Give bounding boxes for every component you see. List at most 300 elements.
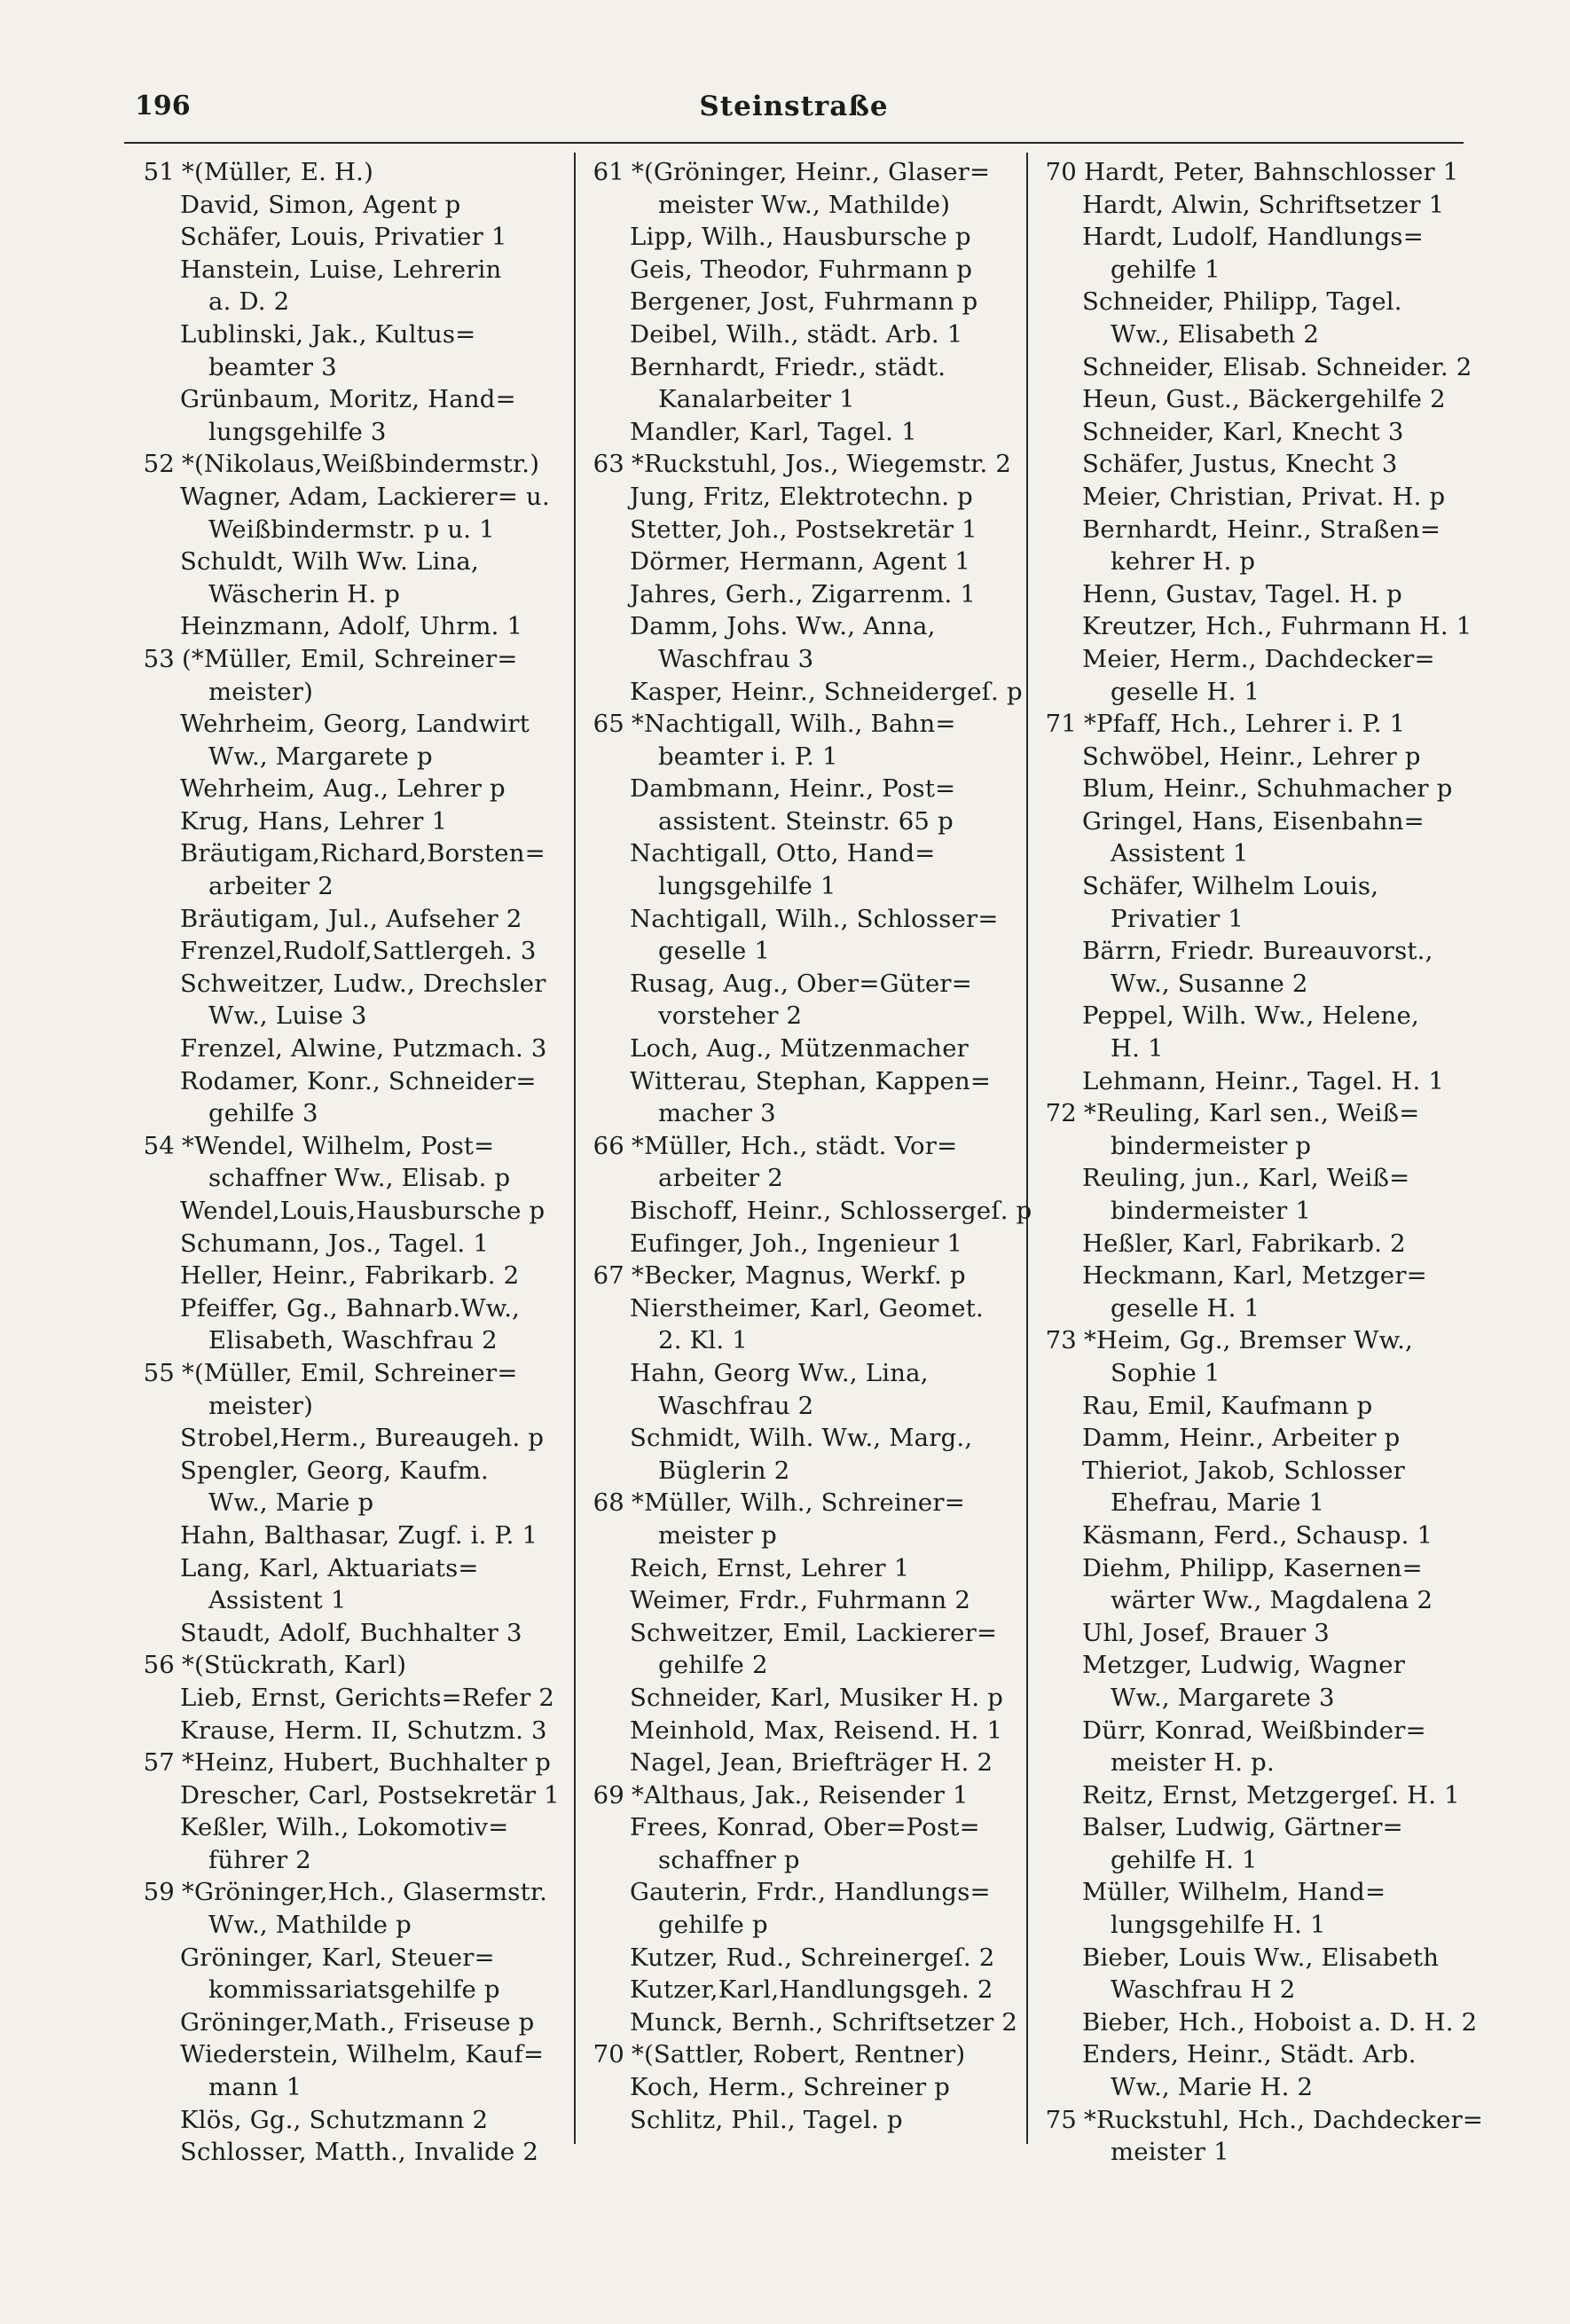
entry-text: gehilfe 1	[1111, 255, 1221, 284]
entry-text: Jahres, Gerh., Zigarrenm. 1	[630, 579, 977, 608]
entry-text: Grünbaum, Moritz, Hand=	[180, 385, 516, 414]
directory-entry-line	[1031, 546, 1474, 578]
directory-entry-line	[129, 1909, 572, 1942]
directory-entry-line	[1031, 2038, 1474, 2071]
entry-text: Hanstein, Luise, Lehrerin	[180, 255, 502, 284]
directory-entry-line	[1031, 805, 1474, 838]
directory-entry-line	[129, 1584, 572, 1617]
entry-text: Reich, Ernst, Lehrer 1	[630, 1553, 910, 1582]
entry-text: lungsgehilfe 1	[658, 872, 836, 901]
directory-entry-line	[1031, 773, 1474, 805]
directory-entry-line	[1031, 1228, 1474, 1260]
directory-entry-line	[578, 351, 1022, 384]
entry-text: Dörmer, Hermann, Agent 1	[630, 547, 971, 577]
entry-text: H. 1	[1111, 1034, 1164, 1064]
entry-text: Krug, Hans, Lehrer 1	[180, 806, 448, 836]
directory-entry-line	[129, 1649, 572, 1682]
entry-text: schaffner p	[658, 1845, 800, 1874]
entry-text: Gringel, Hans, Eisenbahn=	[1082, 806, 1425, 836]
directory-entry-line	[1031, 383, 1474, 416]
entry-text: Dambmann, Heinr., Post=	[630, 774, 956, 804]
directory-entry-line	[578, 1487, 1022, 1519]
entry-text: Lieb, Ernst, Gerichts=Refer 2	[180, 1683, 555, 1712]
entry-text: Ww., Susanne 2	[1111, 969, 1308, 998]
directory-entry-line	[1031, 1974, 1474, 2006]
directory-entry-line	[578, 1747, 1022, 1779]
directory-entry-line	[1031, 1779, 1474, 1812]
entry-text: Assistent 1	[208, 1586, 347, 1615]
entry-text: Heinzmann, Adolf, Uhrm. 1	[180, 612, 523, 641]
entry-text: *Althaus, Jak., Reisender 1	[632, 1780, 969, 1810]
entry-text: Kreutzer, Hch., Fuhrmann H. 1	[1082, 612, 1472, 641]
entry-text: Elisabeth, Waschfrau 2	[208, 1326, 498, 1355]
house-number: 53	[143, 644, 175, 673]
directory-entry-line	[578, 935, 1022, 968]
house-number: 52	[143, 450, 175, 479]
entry-text: meister)	[208, 677, 314, 706]
entry-text: *(Müller, E. H.)	[182, 158, 374, 186]
entry-text: Lublinski, Jak., Kultus=	[180, 319, 476, 349]
directory-entry-line	[129, 676, 572, 709]
directory-entry-line	[129, 1487, 572, 1519]
directory-entry-line	[578, 1032, 1022, 1065]
directory-entry-line	[578, 805, 1022, 838]
entry-text: *Müller, Wilh., Schreiner=	[632, 1488, 965, 1518]
entry-text: Gröninger,Math., Friseuse p	[180, 2007, 535, 2037]
entry-text: Gröninger, Karl, Steuer=	[180, 1943, 495, 1972]
house-number: 51	[143, 158, 175, 186]
entry-text: Schneider, Karl, Musiker H. p	[630, 1683, 1004, 1712]
entry-text: *Heim, Gg., Bremser Ww.,	[1084, 1326, 1413, 1355]
entry-text: meister 1	[1111, 2138, 1229, 2167]
entry-text: *Heinz, Hubert, Buchhalter p	[182, 1748, 552, 1778]
directory-entry-line	[578, 1097, 1022, 1130]
directory-entry-line	[578, 1844, 1022, 1877]
directory-entry-line	[129, 1260, 572, 1292]
directory-entry-line	[1031, 1455, 1474, 1488]
entry-text: Ww., Elisabeth 2	[1111, 319, 1320, 349]
directory-entry-line	[1031, 1032, 1474, 1065]
entry-text: Stetter, Joh., Postsekretär 1	[630, 514, 977, 544]
entry-text: Staudt, Adolf, Buchhalter 3	[180, 1618, 522, 1647]
directory-entry-line	[129, 2071, 572, 2104]
entry-text: Wäscherin H. p	[208, 579, 401, 608]
directory-entry-line	[1031, 1422, 1474, 1455]
directory-entry-line	[129, 870, 572, 903]
house-number: 70	[1045, 158, 1077, 186]
directory-entry-line	[129, 2104, 572, 2137]
entry-text: Thieriot, Jakob, Schlosser	[1082, 1456, 1406, 1485]
directory-entry-line	[129, 643, 572, 676]
directory-entry-line	[1031, 1292, 1474, 1325]
entry-text: Metzger, Ludwig, Wagner	[1082, 1651, 1406, 1680]
directory-entry-line	[129, 1974, 572, 2006]
directory-entry-line	[129, 156, 572, 189]
house-number: 54	[143, 1131, 175, 1160]
entry-text: Büglerin 2	[658, 1456, 790, 1485]
directory-entry-line	[129, 1228, 572, 1260]
house-number: 55	[143, 1358, 175, 1387]
entry-text: Schlosser, Matth., Invalide 2	[180, 2138, 539, 2167]
directory-entry-line	[578, 1162, 1022, 1195]
entry-text: Eufinger, Joh., Ingenieur 1	[630, 1229, 963, 1258]
entry-text: Meier, Christian, Privat. H. p	[1082, 482, 1446, 511]
directory-entry-line	[129, 1292, 572, 1325]
directory-entry-line	[1031, 870, 1474, 903]
entry-text: Heun, Gust., Bäckergehilfe 2	[1082, 385, 1446, 414]
directory-entry-line	[1031, 1649, 1474, 1682]
directory-entry-line	[129, 2038, 572, 2071]
entry-text: Hardt, Alwin, Schriftsetzer 1	[1082, 190, 1445, 219]
entry-text: Bräutigam,Richard,Borsten=	[180, 839, 546, 868]
directory-entry-line	[1031, 1390, 1474, 1423]
entry-text: Wendel,Louis,Hausbursche p	[180, 1197, 546, 1225]
directory-entry-line	[1031, 708, 1474, 741]
directory-entry-line	[129, 383, 572, 416]
house-number: 67	[593, 1261, 624, 1291]
entry-text: Deibel, Wilh., städt. Arb. 1	[630, 319, 963, 349]
directory-entry-line	[578, 2071, 1022, 2104]
directory-entry-line	[578, 773, 1022, 805]
entry-text: Rusag, Aug., Ober=Güter=	[630, 969, 973, 998]
entry-text: Schlitz, Phil., Tagel. p	[630, 2105, 903, 2134]
entry-text: Keßler, Wilh., Lokomotiv=	[180, 1813, 509, 1842]
entry-text: Hardt, Peter, Bahnschlosser 1	[1084, 158, 1459, 186]
entry-text: beamter 3	[208, 352, 337, 381]
directory-entry-line	[129, 1422, 572, 1455]
entry-text: Meier, Herm., Dachdecker=	[1082, 644, 1435, 673]
house-number: 71	[1045, 710, 1077, 739]
directory-entry-line	[1031, 481, 1474, 514]
entry-text: Ww., Luise 3	[208, 1001, 367, 1031]
directory-entry-line	[129, 1876, 572, 1909]
entry-text: Bergener, Jost, Fuhrmann p	[630, 287, 978, 317]
directory-entry-line	[129, 1747, 572, 1779]
entry-text: Krause, Herm. II, Schutzm. 3	[180, 1716, 547, 1745]
entry-text: bindermeister p	[1111, 1131, 1312, 1160]
entry-text: Balser, Ludwig, Gärtner=	[1082, 1813, 1403, 1842]
directory-entry-line	[1031, 318, 1474, 351]
directory-entry-line	[1031, 610, 1474, 643]
entry-text: Rau, Emil, Kaufmann p	[1082, 1391, 1373, 1420]
entry-text: Heßler, Karl, Fabrikarb. 2	[1082, 1229, 1406, 1258]
entry-text: a. D. 2	[208, 287, 290, 317]
entry-text: Nachtigall, Otto, Hand=	[630, 839, 936, 868]
directory-entry-line	[578, 1455, 1022, 1488]
entry-text: vorsteher 2	[658, 1001, 803, 1031]
entry-text: Schneider, Elisab. Schneider. 2	[1082, 352, 1472, 381]
entry-text: Schumann, Jos., Tagel. 1	[180, 1229, 490, 1258]
house-number: 72	[1045, 1099, 1077, 1128]
directory-entry-line	[1031, 643, 1474, 676]
entry-text: macher 3	[658, 1099, 776, 1128]
entry-text: *Reuling, Karl sen., Weiß=	[1084, 1099, 1420, 1128]
house-number: 65	[593, 710, 624, 739]
entry-text: Waschfrau 3	[658, 644, 814, 673]
entry-text: Bischoff, Heinr., Schlossergeſ. p	[630, 1197, 1032, 1225]
entry-text: *Pfaff, Hch., Lehrer i. P. 1	[1084, 710, 1406, 739]
entry-text: Munck, Bernh., Schriftsetzer 2	[630, 2007, 1018, 2037]
entry-text: Reitz, Ernst, Metzgergeſ. H. 1	[1082, 1780, 1460, 1810]
entry-text: Ww., Marie p	[208, 1488, 374, 1518]
entry-text: *(Gröninger, Heinr., Glaser=	[632, 158, 991, 186]
directory-entry-line	[129, 935, 572, 968]
entry-text: Schweitzer, Emil, Lackierer=	[630, 1618, 998, 1647]
directory-entry-line	[129, 1130, 572, 1163]
house-number: 57	[143, 1748, 175, 1778]
directory-entry-line	[578, 676, 1022, 709]
entry-text: Klös, Gg., Schutzmann 2	[180, 2105, 489, 2134]
directory-entry-line	[129, 1617, 572, 1650]
directory-entry-line	[1031, 2071, 1474, 2104]
directory-entry-line	[578, 1552, 1022, 1585]
entry-text: Nachtigall, Wilh., Schlosser=	[630, 904, 999, 933]
directory-entry-line	[1031, 1097, 1474, 1130]
entry-text: Pfeiffer, Gg., Bahnarb.Ww.,	[180, 1293, 521, 1323]
entry-text: gehilfe 2	[658, 1651, 768, 1680]
directory-entry-line	[1031, 2006, 1478, 2039]
column-1	[129, 156, 572, 2169]
entry-text: Weimer, Frdr., Fuhrmann 2	[630, 1586, 971, 1615]
entry-text: Spengler, Georg, Kaufm.	[180, 1456, 489, 1485]
directory-entry-line	[578, 318, 1022, 351]
directory-entry-line	[578, 1000, 1022, 1032]
entry-text: *(Sattler, Robert, Rentner)	[632, 2040, 966, 2069]
entry-text: *Becker, Magnus, Werkf. p	[632, 1261, 966, 1291]
directory-entry-line	[1031, 1942, 1474, 1975]
house-number: 69	[593, 1780, 624, 1810]
entry-text: meister H. p.	[1111, 1748, 1275, 1778]
directory-entry-line	[578, 1260, 1022, 1292]
entry-text: Bernhardt, Friedr., städt.	[630, 352, 946, 381]
directory-entry-line	[1031, 1909, 1474, 1942]
directory-entry-line	[129, 1552, 572, 1585]
directory-entry-line	[578, 837, 1022, 870]
directory-entry-line	[1031, 578, 1474, 611]
entry-text: Wagner, Adam, Lackierer= u.	[180, 482, 550, 511]
entry-text: Lehmann, Heinr., Tagel. H. 1	[1082, 1066, 1445, 1095]
directory-entry-line	[129, 254, 572, 287]
directory-entry-line	[129, 1715, 572, 1747]
directory-entry-line	[129, 2006, 572, 2039]
entry-text: Wiederstein, Wilhelm, Kauf=	[180, 2040, 545, 2069]
directory-entry-line	[578, 1617, 1022, 1650]
directory-entry-line	[1031, 1844, 1474, 1877]
page-header	[124, 90, 1464, 144]
directory-entry-line	[578, 546, 1022, 578]
entry-text: führer 2	[208, 1845, 312, 1874]
entry-text: Schweitzer, Ludw., Drechsler	[180, 969, 546, 998]
entry-text: *Müller, Hch., städt. Vor=	[632, 1131, 958, 1160]
directory-entry-line	[578, 2006, 1022, 2039]
directory-entry-line	[1031, 1811, 1474, 1844]
directory-entry-line	[1031, 514, 1474, 546]
entry-text: Ww., Mathilde p	[208, 1911, 412, 1940]
directory-entry-line	[578, 1649, 1022, 1682]
entry-text: Müller, Wilhelm, Hand=	[1082, 1878, 1386, 1907]
entry-text: gehilfe p	[658, 1911, 768, 1940]
directory-entry-line	[1031, 1876, 1474, 1909]
entry-text: lungsgehilfe H. 1	[1111, 1911, 1326, 1940]
directory-entry-line	[578, 2104, 1022, 2137]
entry-text: Frees, Konrad, Ober=Post=	[630, 1813, 980, 1842]
directory-entry-line	[578, 1519, 1022, 1552]
entry-text: Bieber, Louis Ww., Elisabeth	[1082, 1943, 1440, 1972]
directory-entry-line	[1031, 1000, 1474, 1032]
directory-entry-line	[578, 254, 1022, 287]
column-3	[1031, 156, 1484, 2169]
directory-entry-line	[129, 514, 572, 546]
entry-text: Kutzer,Karl,Handlungsgeh. 2	[630, 1975, 993, 2005]
directory-entry-line	[1031, 2104, 1484, 2137]
directory-entry-line	[129, 1032, 572, 1065]
directory-entry-line	[1031, 1130, 1474, 1163]
entry-text: arbeiter 2	[208, 872, 334, 901]
entry-text: assistent. Steinstr. 65 p	[658, 806, 954, 836]
entry-text: schaffner Ww., Elisab. p	[208, 1164, 511, 1193]
column-2	[578, 156, 1032, 2136]
entry-text: kehrer H. p	[1111, 547, 1256, 577]
entry-text: Henn, Gustav, Tagel. H. p	[1082, 579, 1402, 608]
directory-entry-line	[578, 708, 1022, 741]
house-number: 61	[593, 158, 624, 186]
directory-entry-line	[578, 1292, 1022, 1325]
directory-entry-line	[578, 1811, 1022, 1844]
entry-text: Frenzel, Alwine, Putzmach. 3	[180, 1034, 547, 1064]
directory-entry-line	[129, 903, 572, 936]
directory-entry-line	[578, 448, 1022, 481]
entry-text: Hahn, Georg Ww., Lina,	[630, 1358, 929, 1387]
entry-text: arbeiter 2	[658, 1164, 783, 1193]
entry-text: Frenzel,Rudolf,Sattlergeh. 3	[180, 937, 537, 966]
entry-text: Wehrheim, Georg, Landwirt	[180, 710, 530, 739]
entry-text: Schneider, Karl, Knecht 3	[1082, 417, 1404, 446]
house-number: 63	[593, 450, 624, 479]
entry-text: Bärrn, Friedr. Bureauvorst.,	[1082, 937, 1433, 966]
entry-text: Bräutigam, Jul., Aufseher 2	[180, 904, 522, 933]
directory-entry-line	[578, 610, 1022, 643]
directory-entry-line	[1031, 286, 1474, 318]
directory-entry-line	[129, 1682, 572, 1715]
directory-entry-line	[578, 741, 1022, 773]
directory-entry-line	[129, 1097, 572, 1130]
entry-text: Dürr, Konrad, Weißbinder=	[1082, 1716, 1426, 1745]
directory-entry-line	[129, 318, 572, 351]
directory-entry-line	[578, 1228, 1022, 1260]
entry-text: Jung, Fritz, Elektrotechn. p	[630, 482, 973, 511]
directory-entry-line	[578, 2038, 1022, 2071]
entry-text: Peppel, Wilh. Ww., Helene,	[1082, 1001, 1419, 1031]
directory-entry-line	[129, 1065, 572, 1098]
entry-text: Schäfer, Louis, Privatier 1	[180, 223, 507, 252]
directory-entry-line	[1031, 837, 1474, 870]
entry-text: Waschfrau 2	[658, 1391, 814, 1420]
entry-text: Blum, Heinr., Schuhmacher p	[1082, 774, 1453, 804]
directory-entry-line	[129, 741, 572, 773]
entry-text: Weißbindermstr. p u. 1	[208, 514, 495, 544]
directory-entry-line	[1031, 1357, 1474, 1390]
entry-text: gehilfe 3	[208, 1099, 318, 1128]
directory-entry-line	[129, 2136, 572, 2169]
entry-text: Ww., Margarete 3	[1111, 1683, 1335, 1712]
directory-entry-line	[1031, 1552, 1474, 1585]
directory-entry-line	[129, 1324, 572, 1357]
entry-text: Schäfer, Justus, Knecht 3	[1082, 450, 1398, 479]
entry-text: geselle H. 1	[1111, 1293, 1260, 1323]
entry-text: Schwöbel, Heinr., Lehrer p	[1082, 742, 1421, 771]
directory-entry-line	[1031, 935, 1474, 968]
entry-text: Hardt, Ludolf, Handlungs=	[1082, 223, 1424, 252]
directory-entry-line	[1031, 1584, 1474, 1617]
directory-entry-line	[129, 708, 572, 741]
house-number: 68	[593, 1488, 624, 1518]
entry-text: *Wendel, Wilhelm, Post=	[182, 1131, 495, 1160]
directory-entry-line	[578, 1779, 1022, 1812]
directory-entry-line	[1031, 1065, 1474, 1098]
directory-entry-line	[578, 870, 1022, 903]
entry-text: Reuling, jun., Karl, Weiß=	[1082, 1164, 1410, 1193]
entry-text: 2. Kl. 1	[658, 1326, 748, 1355]
entry-text: meister Ww., Mathilde)	[658, 190, 951, 219]
entry-text: lungsgehilfe 3	[208, 417, 387, 446]
directory-entry-line	[129, 448, 572, 481]
directory-entry-line	[578, 968, 1022, 1001]
directory-entry-line	[129, 968, 572, 1001]
directory-entry-line	[578, 643, 1022, 676]
directory-entry-line	[1031, 1162, 1474, 1195]
directory-entry-line	[1031, 416, 1474, 449]
entry-text: meister p	[658, 1520, 777, 1550]
directory-entry-line	[1031, 1519, 1474, 1552]
directory-entry-line	[1031, 1324, 1474, 1357]
directory-entry-line	[578, 1715, 1022, 1747]
directory-entry-line	[1031, 189, 1474, 222]
entry-text: Drescher, Carl, Postsekretär 1	[180, 1780, 560, 1810]
directory-entry-line	[129, 1844, 572, 1877]
entry-text: *(Müller, Emil, Schreiner=	[182, 1358, 518, 1387]
directory-entry-line	[129, 1195, 572, 1228]
entry-text: Gauterin, Frdr., Handlungs=	[630, 1878, 991, 1907]
entry-text: Geis, Theodor, Fuhrmann p	[630, 255, 973, 284]
entry-text: Nagel, Jean, Briefträger H. 2	[630, 1748, 993, 1778]
entry-text: Privatier 1	[1111, 904, 1244, 933]
directory-entry-line	[129, 221, 572, 254]
directory-entry-line	[129, 610, 572, 643]
entry-text: Bernhardt, Heinr., Straßen=	[1082, 514, 1441, 544]
entry-text: Schäfer, Wilhelm Louis,	[1082, 872, 1379, 901]
directory-entry-line	[578, 514, 1022, 546]
directory-entry-line	[129, 481, 572, 514]
directory-entry-line	[578, 578, 1022, 611]
entry-text: Damm, Heinr., Arbeiter p	[1082, 1424, 1401, 1453]
entry-text: Heckmann, Karl, Metzger=	[1082, 1261, 1427, 1291]
entry-text: Schuldt, Wilh Ww. Lina,	[180, 547, 479, 577]
entry-text: meister)	[208, 1391, 314, 1420]
entry-text: Heller, Heinr., Fabrikarb. 2	[180, 1261, 520, 1291]
directory-entry-line	[1031, 1715, 1474, 1747]
directory-entry-line	[1031, 903, 1474, 936]
directory-entry-line	[129, 1000, 572, 1032]
directory-entry-line	[129, 773, 572, 805]
entry-text: Schneider, Philipp, Tagel.	[1082, 287, 1402, 317]
entry-text: Käsmann, Ferd., Schausp. 1	[1082, 1520, 1433, 1550]
entry-text: Sophie 1	[1111, 1358, 1221, 1387]
directory-entry-line	[578, 1584, 1022, 1617]
entry-text: mann 1	[208, 2073, 302, 2102]
column-divider	[574, 153, 576, 2144]
directory-entry-line	[578, 1357, 1022, 1390]
directory-entry-line	[129, 1390, 572, 1423]
